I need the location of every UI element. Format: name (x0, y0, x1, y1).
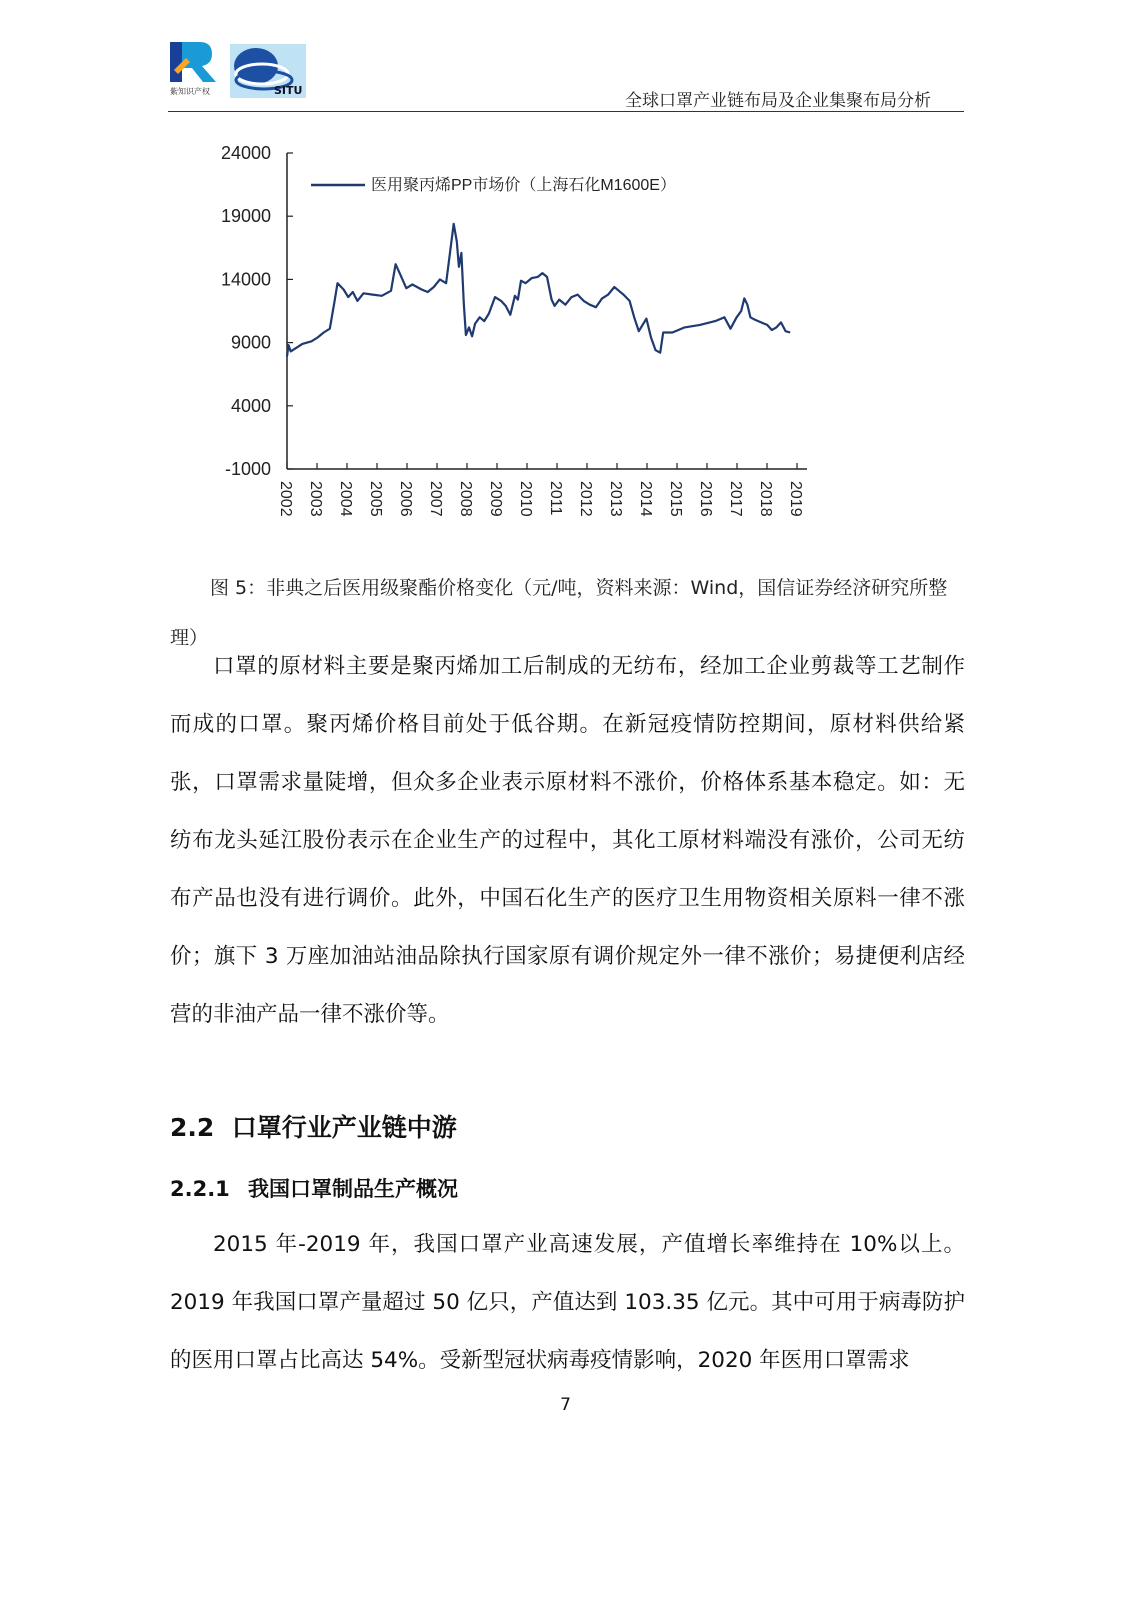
x-tick-label: 2011 (547, 481, 564, 516)
figure-caption: 图 5：非典之后医用级聚酯价格变化（元/吨，资料来源：Wind，国信证券经济研究所整理） (170, 577, 948, 649)
section-heading-2-2-1 (170, 1173, 458, 1203)
page-number: 7 (560, 1395, 571, 1415)
pp-price-chart (205, 138, 845, 538)
x-tick-label: 2009 (487, 481, 504, 517)
x-tick-label: 2017 (727, 481, 744, 517)
x-tick-label: 2008 (457, 481, 474, 517)
y-tick-label: 9000 (230, 332, 271, 353)
header-title: 全球口罩产业链布局及企业集聚布局分析 (625, 91, 931, 111)
paragraph-raw-material: 口罩的原材料主要是聚丙烯加工后制成的无纺布，经加工企业剪裁等工艺制作而成的口罩。聚丙烯价格目前处于低谷期。在新冠疫情防控期间，原材料供给紧张，口罩需求量陡增，但众多企业表示原材料不涨价，价格体系基本稳定。如：无纺布龙头延江股份表示在企业生产的过程中，其化工原材料端没有涨价，公司无纺布产品也没有进行调价。此外，中国石化生产的医疗卫生用物资相关原料一律不涨价；旗下 3 万座加油站油品除执行国家原有调价规定外一律不涨价；易捷便利店经营的非油产品一律不涨价等。 (170, 654, 965, 1027)
subsection-number: 2.2.1 (170, 1177, 230, 1201)
x-tick-label: 2002 (277, 481, 294, 517)
section-number: 2.2 (170, 1113, 215, 1142)
section-heading-2-2 (170, 1108, 457, 1144)
situ-logo (230, 44, 306, 98)
x-tick-label: 2006 (397, 481, 414, 517)
y-tick-label: 4000 (230, 395, 271, 416)
x-tick-label: 2014 (637, 481, 654, 517)
x-tick-label: 2018 (757, 481, 774, 517)
paragraph-production-overview: 2015 年-2019 年，我国口罩产业高速发展，产值增长率维持在 10%以上。2019 年我国口罩产量超过 50 亿只，产值达到 103.35 亿元。其中可用于病毒防护的医用口罩占比高达 54%。受新型冠状病毒疫情影响，2020 年医用口罩需求 (170, 1232, 965, 1373)
r-logo (170, 40, 218, 98)
logo2-text: SITU (274, 84, 303, 97)
x-tick-label: 2015 (667, 481, 684, 517)
series-line (287, 224, 790, 357)
x-tick-label: 2013 (607, 481, 624, 517)
x-tick-label: 2012 (577, 481, 594, 517)
y-tick-label: 24000 (220, 143, 271, 163)
x-tick-label: 2007 (427, 481, 444, 517)
x-tick-label: 2010 (517, 481, 534, 517)
y-tick-label: 14000 (220, 269, 271, 290)
section-title: 口罩行业产业链中游 (231, 1113, 457, 1142)
x-tick-label: 2016 (697, 481, 714, 517)
logo-text: 紫知识产权 (170, 87, 210, 96)
x-tick-label: 2004 (337, 481, 354, 517)
x-tick-label: 2003 (307, 481, 324, 517)
y-tick-label: -1000 (224, 459, 271, 479)
x-tick-label: 2019 (787, 481, 804, 517)
x-tick-label: 2005 (367, 481, 384, 517)
header-divider (168, 111, 964, 112)
y-tick-label: 19000 (220, 206, 271, 227)
subsection-title: 我国口罩制品生产概况 (248, 1177, 458, 1201)
legend-label: 医用聚丙烯PP市场价（上海石化M1600E） (371, 177, 676, 194)
